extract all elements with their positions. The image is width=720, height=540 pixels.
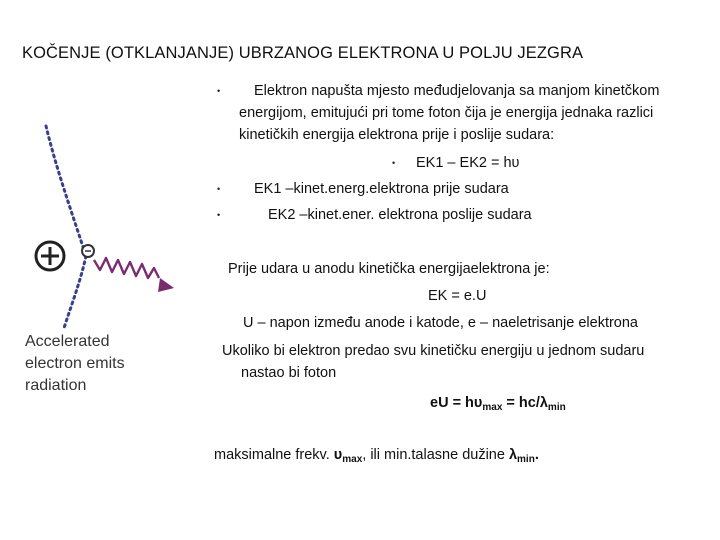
equation-max-frequency — [430, 392, 566, 419]
nucleus-icon — [36, 242, 64, 270]
paragraph1-line2: energijom, emitujući pri tome foton čija je energija jednaka razlici — [239, 105, 654, 121]
equation-ek-difference: EK1 – EK2 = hυ — [416, 155, 520, 171]
electron-path-outgoing — [64, 256, 86, 328]
paragraph1-line1: Elektron napušta mjesto međudjelovanja sa manjom kinetčkom — [254, 83, 660, 99]
anode-energy-line: Prije udara u anodu kinetička energijaelektrona je: — [228, 261, 550, 277]
conclusion-text: maksimalne frekv. — [214, 447, 334, 463]
equation-subscript: max — [482, 402, 503, 413]
equation-ek-eu: EK = e.U — [428, 288, 487, 304]
bullet-icon: • — [217, 86, 221, 96]
caption-line: electron emits — [25, 355, 125, 372]
bullet-icon: • — [217, 184, 221, 194]
paragraph2-line2: nastao bi foton — [241, 365, 337, 381]
bullet-icon: • — [392, 158, 396, 168]
conclusion-text: , ili min.talasne dužine — [362, 447, 509, 463]
nu-subscript: max — [342, 454, 363, 465]
equation-subscript: min — [547, 402, 566, 413]
paragraph2-line1: Ukoliko bi elektron predao svu kinetičku energiju u jednom sudaru — [222, 343, 645, 359]
definition-line: U – napon između anode i katode, e – naeletrisanje elektrona — [243, 315, 638, 331]
conclusion-line — [214, 444, 539, 471]
equation-part: = hc/λ — [502, 395, 548, 411]
photon-wave — [94, 258, 159, 278]
page-title: KOČENJE (OTKLANJANJE) UBRZANOG ELEKTRONA U POLJU JEZGRA — [22, 44, 584, 62]
caption-line: radiation — [25, 377, 87, 394]
bullet-ek1: EK1 –kinet.energ.elektrona prije sudara — [254, 181, 509, 197]
lambda-subscript: min — [517, 454, 535, 465]
conclusion-end: . — [534, 447, 539, 463]
electron-path-incoming — [46, 126, 86, 256]
electron-icon — [82, 245, 94, 257]
nu-symbol: υ — [333, 447, 343, 463]
bullet-ek2: EK2 –kinet.ener. elektrona poslije sudara — [268, 207, 532, 223]
figure-caption — [25, 331, 125, 397]
photon-arrow-icon — [158, 278, 174, 292]
bullet-icon: • — [217, 210, 221, 220]
lambda-symbol: λ — [508, 447, 518, 463]
caption-line: Accelerated — [25, 333, 110, 350]
equation-part: eU = hυ — [430, 395, 483, 411]
paragraph1-line3: kinetičkih energija elektrona prije i poslije sudara: — [239, 127, 555, 143]
